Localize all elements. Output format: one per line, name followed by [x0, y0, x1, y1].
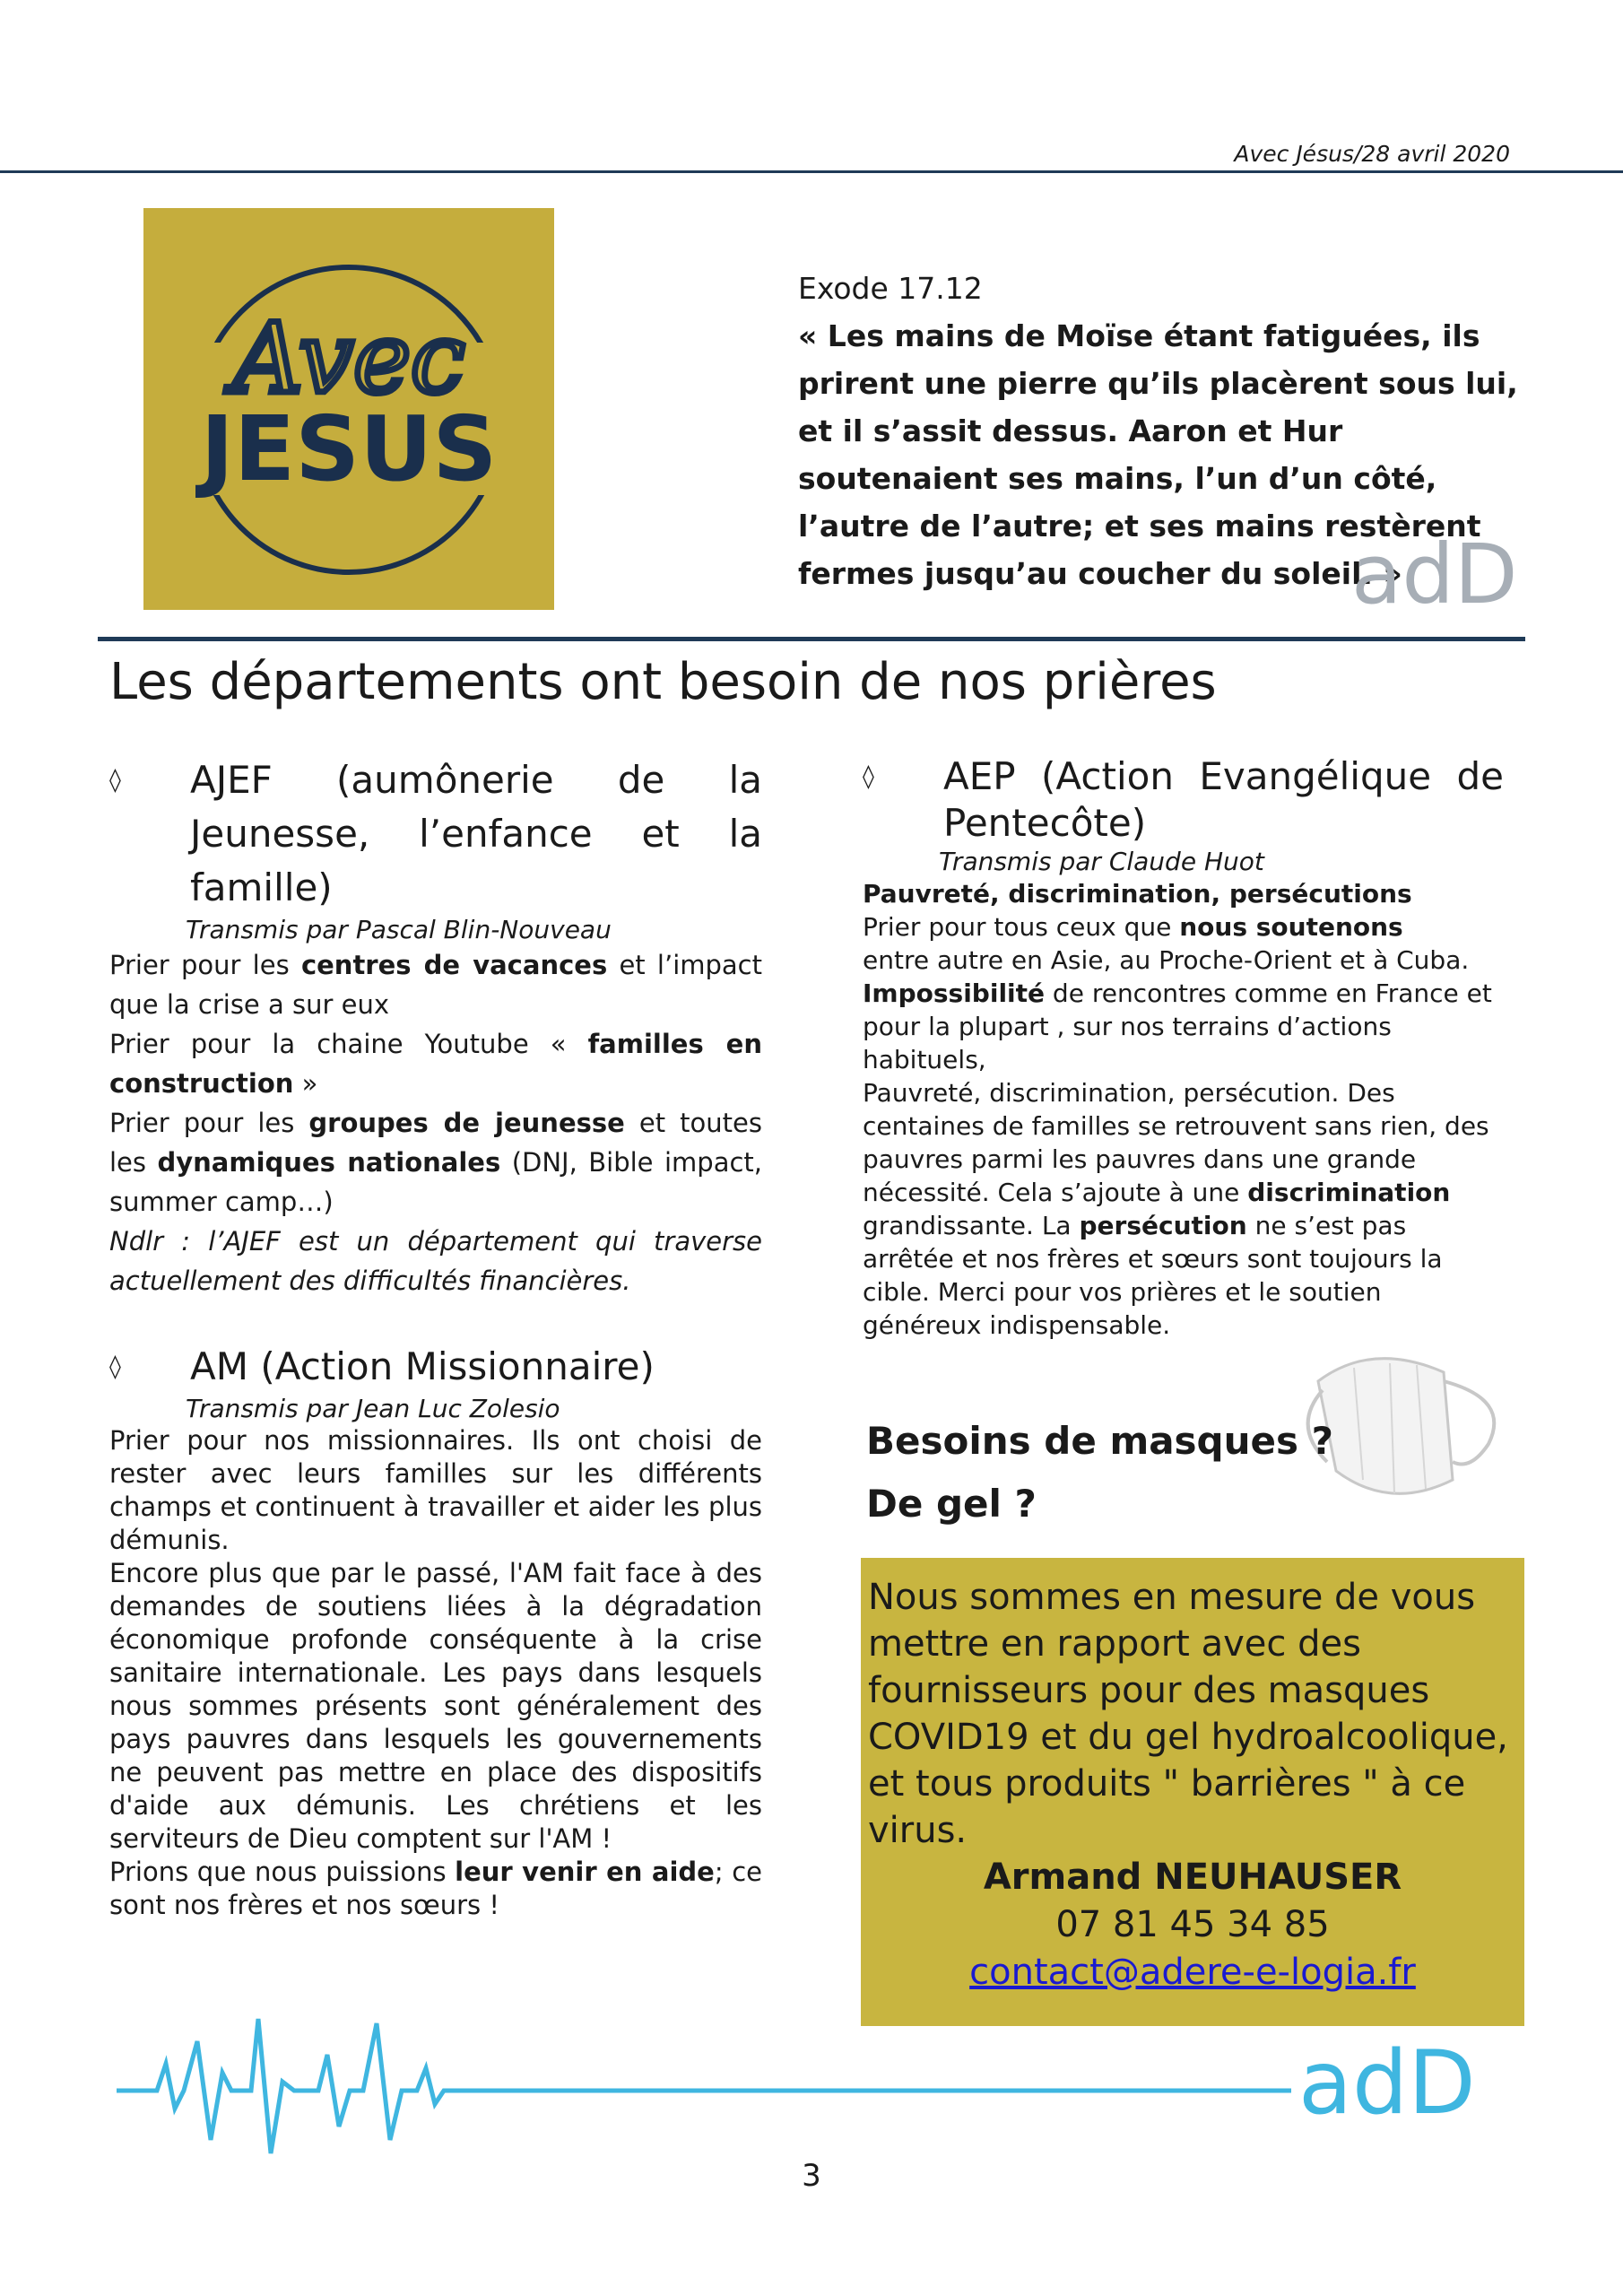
- logo-jesus: JESUS: [200, 396, 498, 501]
- avec-jesus-logo: [143, 208, 554, 610]
- aep-paragraph-4: Pauvreté, discrimination, persécution. Des centaines de familles se retrouvent sans rien, des pauvres parmi les pauvres dans une grande nécessité. Cela s’ajoute à une discrimination grandissante. La persécution ne s’est pas arrêtée et nos frères et sœurs sont toujours la cible. Merci pour vos prières et le soutien généreux indispensable.: [863, 1078, 1489, 1340]
- header-date: Avec Jésus/28 avril 2020: [1234, 141, 1510, 167]
- contact-email-wrap: [861, 1949, 1524, 1996]
- aep-paragraph-3: Impossibilité de rencontres comme en France et pour la plupart , sur nos terrains d’actions habituels,: [863, 978, 1492, 1074]
- masks-info-text: Nous sommes en mesure de vous mettre en rapport avec des fournisseurs pour des masques COVID19 et du gel hydroalcoolique, et tous produits " barrières " à ce virus.: [868, 1577, 1508, 1851]
- aep-heading: [863, 753, 1504, 847]
- logo-avec: Avec: [232, 303, 465, 415]
- contact-email-link[interactable]: contact@adere-e-logia.fr: [969, 1952, 1416, 1993]
- add-logo-bottom: adD: [1298, 2032, 1476, 2135]
- add-logo-top: [1351, 538, 1522, 613]
- heartbeat-line-icon: [117, 2005, 1515, 2161]
- quote-verse: « Les mains de Moïse étant fatiguées, ils prirent une pierre qu’ils placèrent sous lui, et il s’assit dessus. Aaron et Hur soutenaient ses mains, l’un d’un côté, l’autre de l’autre; et ses mains restèrent fermes jusqu’au coucher du soleil. »: [798, 318, 1518, 591]
- am-paragraph-1: Prier pour nos missionnaires. Ils ont choisi de rester avec leurs familles sur les différents champs et continuent à travailler et aider les plus démunis.: [109, 1425, 762, 1555]
- am-paragraph-3: Prions que nous puissions leur venir en aide; ce sont nos frères et nos sœurs !: [109, 1857, 762, 1920]
- right-column: [863, 753, 1504, 1342]
- am-title: AM (Action Missionnaire): [190, 1344, 655, 1388]
- ajef-paragraph-1: Prier pour les centres de vacances et l’impact que la crise a sur eux: [109, 950, 763, 1020]
- svg-text:adD: adD: [1351, 538, 1518, 610]
- aep-title: AEP (Action Evangélique de Pentecôte): [943, 754, 1504, 845]
- quote-reference: Exode 17.12: [798, 271, 983, 306]
- aep-subheading: Pauvreté, discrimination, persécutions: [863, 879, 1412, 909]
- masks-title: [866, 1410, 1333, 1535]
- masks-title-line-1: Besoins de masques ?: [866, 1419, 1333, 1463]
- ajef-author: Transmis par Pascal Blin-Nouveau: [186, 915, 612, 944]
- ajef-title: AJEF (aumônerie de la Jeunesse, l’enfance et la famille): [190, 758, 762, 909]
- ajef-heading: [109, 753, 762, 915]
- contact-phone: 07 81 45 34 85: [1055, 1904, 1330, 1945]
- aep-author: Transmis par Claude Huot: [939, 847, 1264, 876]
- left-column: [109, 753, 762, 1922]
- page-number: 3: [802, 2158, 821, 2194]
- am-heading: [109, 1340, 762, 1394]
- ajef-paragraph-2: Prier pour la chaine Youtube « familles en construction »: [109, 1029, 762, 1099]
- diamond-bullet-icon: ◊: [109, 767, 121, 794]
- aep-paragraph-1: Prier pour tous ceux que nous soutenons: [863, 912, 1403, 942]
- section-title: Les départements ont besoin de nos prières: [109, 653, 1217, 711]
- masks-title-line-2: De gel ?: [866, 1482, 1037, 1526]
- am-author: Transmis par Jean Luc Zolesio: [186, 1394, 560, 1423]
- section-rule: [98, 637, 1525, 641]
- masks-info-box: [861, 1558, 1524, 2026]
- diamond-bullet-icon: ◊: [863, 763, 874, 790]
- aep-paragraph-2: entre autre en Asie, au Proche-Orient et à Cuba.: [863, 945, 1470, 975]
- ajef-paragraph-3: Prier pour les groupes de jeunesse et toutes les dynamiques nationales (DNJ, Bible impact, summer camp…): [109, 1108, 763, 1217]
- contact-name: Armand NEUHAUSER: [983, 1857, 1402, 1898]
- am-paragraph-2: Encore plus que par le passé, l'AM fait face à des demandes de soutiens liées à la dégradation économique profonde conséquente à la crise sanitaire internationale. Les pays dans lesquels nous sommes présents sont généralement des pays pauvres dans lesquels les gouvernements ne peuvent pas mettre en place des dispositifs d'aide aux démunis. Les chrétiens et les serviteurs de Dieu comptent sur l'AM !: [109, 1558, 762, 1854]
- ajef-note: Ndlr : l’AJEF est un département qui traverse actuellement des difficultés financières.: [109, 1226, 762, 1296]
- header-rule: [0, 170, 1623, 173]
- diamond-bullet-icon: ◊: [109, 1353, 121, 1380]
